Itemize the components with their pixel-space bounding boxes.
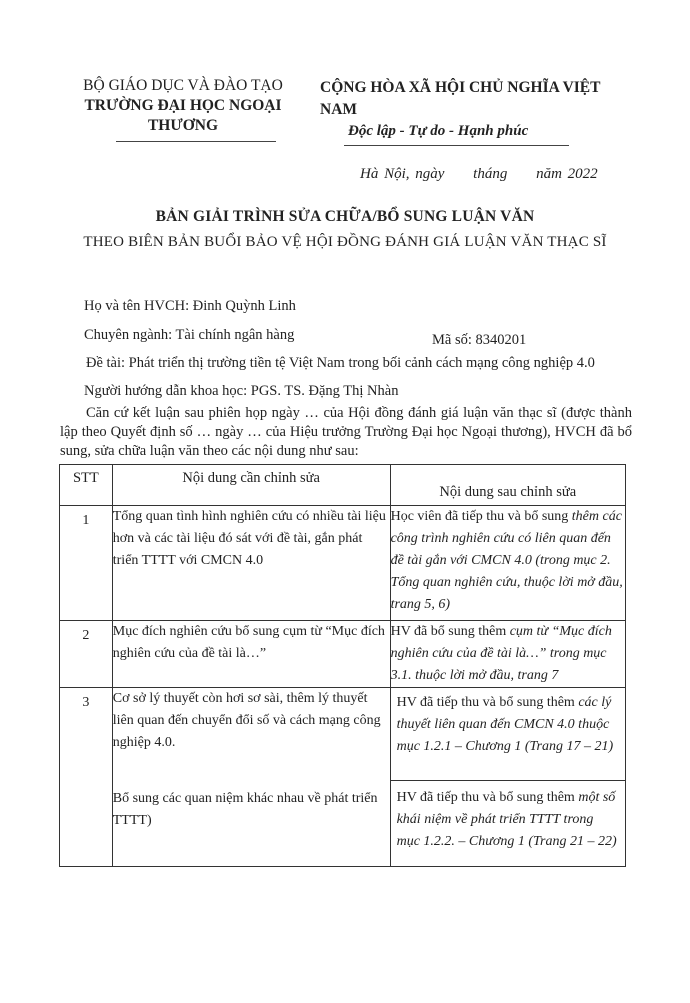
table-row [60, 506, 626, 621]
ministry-header [70, 76, 296, 136]
header-before: Nội dung cần chỉnh sửa [112, 465, 390, 506]
row-after [390, 688, 625, 867]
header-after: Nội dung sau chỉnh sửa [390, 465, 625, 506]
left-header-divider [116, 141, 276, 142]
row-before [112, 688, 390, 867]
student-name: Họ và tên HVCH: Đinh Quỳnh Linh [84, 298, 296, 314]
university-name: TRƯỜNG ĐẠI HỌC NGOẠI THƯƠNG [84, 97, 282, 134]
national-motto: Độc lập - Tự do - Hạnh phúc [348, 123, 529, 139]
row-after-italic: các lý thuyết liên quan đến CMCN 4.0 thuộc mục 1.2.1 – Chương 1 (Trang 17 – 21) [396, 695, 614, 754]
table-row [60, 621, 626, 688]
document-date: Hà Nội, ngày tháng năm 2022 [360, 166, 598, 182]
row-before: Tổng quan tình hình nghiên cứu có nhiều tài liệu hơn và các tài liệu đó sát với đề tài, gắn phát triển TTTT với CMCN 4.0 [112, 506, 390, 621]
major: Chuyên ngành: Tài chính ngân hàng [84, 327, 295, 343]
row-after [390, 621, 625, 688]
revision-table [59, 464, 626, 867]
row-stt: 3 [60, 688, 113, 867]
row-stt: 2 [60, 621, 113, 688]
row-stt: 1 [60, 506, 113, 621]
row-after-plain: HV đã tiếp thu và bổ sung thêm [396, 695, 579, 710]
row-after-italic: một số khái niệm về phát triển TTTT trong mục 1.2.2. – Chương 1 (Trang 21 – 22) [396, 790, 617, 849]
row-before-part2: Bổ sung các quan niệm khác nhau về phát triển TTTT) [112, 791, 378, 828]
row-after-plain: HV đã bổ sung thêm [390, 624, 510, 639]
row-after-part1 [391, 688, 625, 770]
row-after-italic: thêm các công trình nghiên cứu có liên quan đến đề tài gắn với CMCN 4.0 (trong mục 2. Tổng quan nghiên cứu, thuộc lời mở đầu, trang 5, 6) [390, 509, 623, 612]
row-before: Mục đích nghiên cứu bổ sung cụm từ “Mục đích nghiên cứu của đề tài là…” [112, 621, 390, 688]
thesis-topic: Đề tài: Phát triển thị trường tiền tệ Việt Nam trong bối cảnh cách mạng công nghiệp 4.0 [86, 355, 595, 371]
row-after-part2 [391, 781, 625, 857]
row-after [390, 506, 625, 621]
document-subtitle: THEO BIÊN BẢN BUỔI BẢO VỆ HỘI ĐỒNG ĐÁNH GIÁ LUẬN VĂN THẠC SĨ [83, 234, 607, 250]
republic-name: CỘNG HÒA XÃ HỘI CHỦ NGHĨA VIỆT NAM [320, 79, 601, 118]
table-row [60, 688, 626, 867]
advisor: Người hướng dẫn khoa học: PGS. TS. Đặng Thị Nhàn [84, 383, 399, 399]
row-after-plain: HV đã tiếp thu và bổ sung thêm [396, 790, 579, 805]
ministry-name: BỘ GIÁO DỤC VÀ ĐÀO TẠO [83, 77, 283, 94]
header-stt: STT [60, 465, 113, 506]
row-before-part1: Cơ sở lý thuyết còn hơi sơ sài, thêm lý thuyết liên quan đến chuyển đổi số và cách mạng công nghiệp 4.0. [112, 691, 381, 750]
major-code: Mã số: 8340201 [432, 332, 527, 348]
document-title: BẢN GIẢI TRÌNH SỬA CHỮA/BỔ SUNG LUẬN VĂN [155, 208, 535, 225]
intro-paragraph: Căn cứ kết luận sau phiên họp ngày … của Hội đồng đánh giá luận văn thạc sĩ (được thành lập theo Quyết định số … ngày … của Hiệu trưởng Trường Đại học Ngoại thương), HVCH đã bổ sung, sửa chữa luận văn theo các nội dung như sau: [60, 405, 632, 459]
table-header-row [60, 465, 626, 506]
row-after-plain: Học viên đã tiếp thu và bổ sung [390, 509, 572, 524]
right-header-divider [344, 145, 569, 146]
row-after-italic: cụm từ “Mục đích nghiên cứu của đề tài là…” trong mục 3.1. thuộc lời mở đầu, trang 7 [390, 624, 612, 683]
